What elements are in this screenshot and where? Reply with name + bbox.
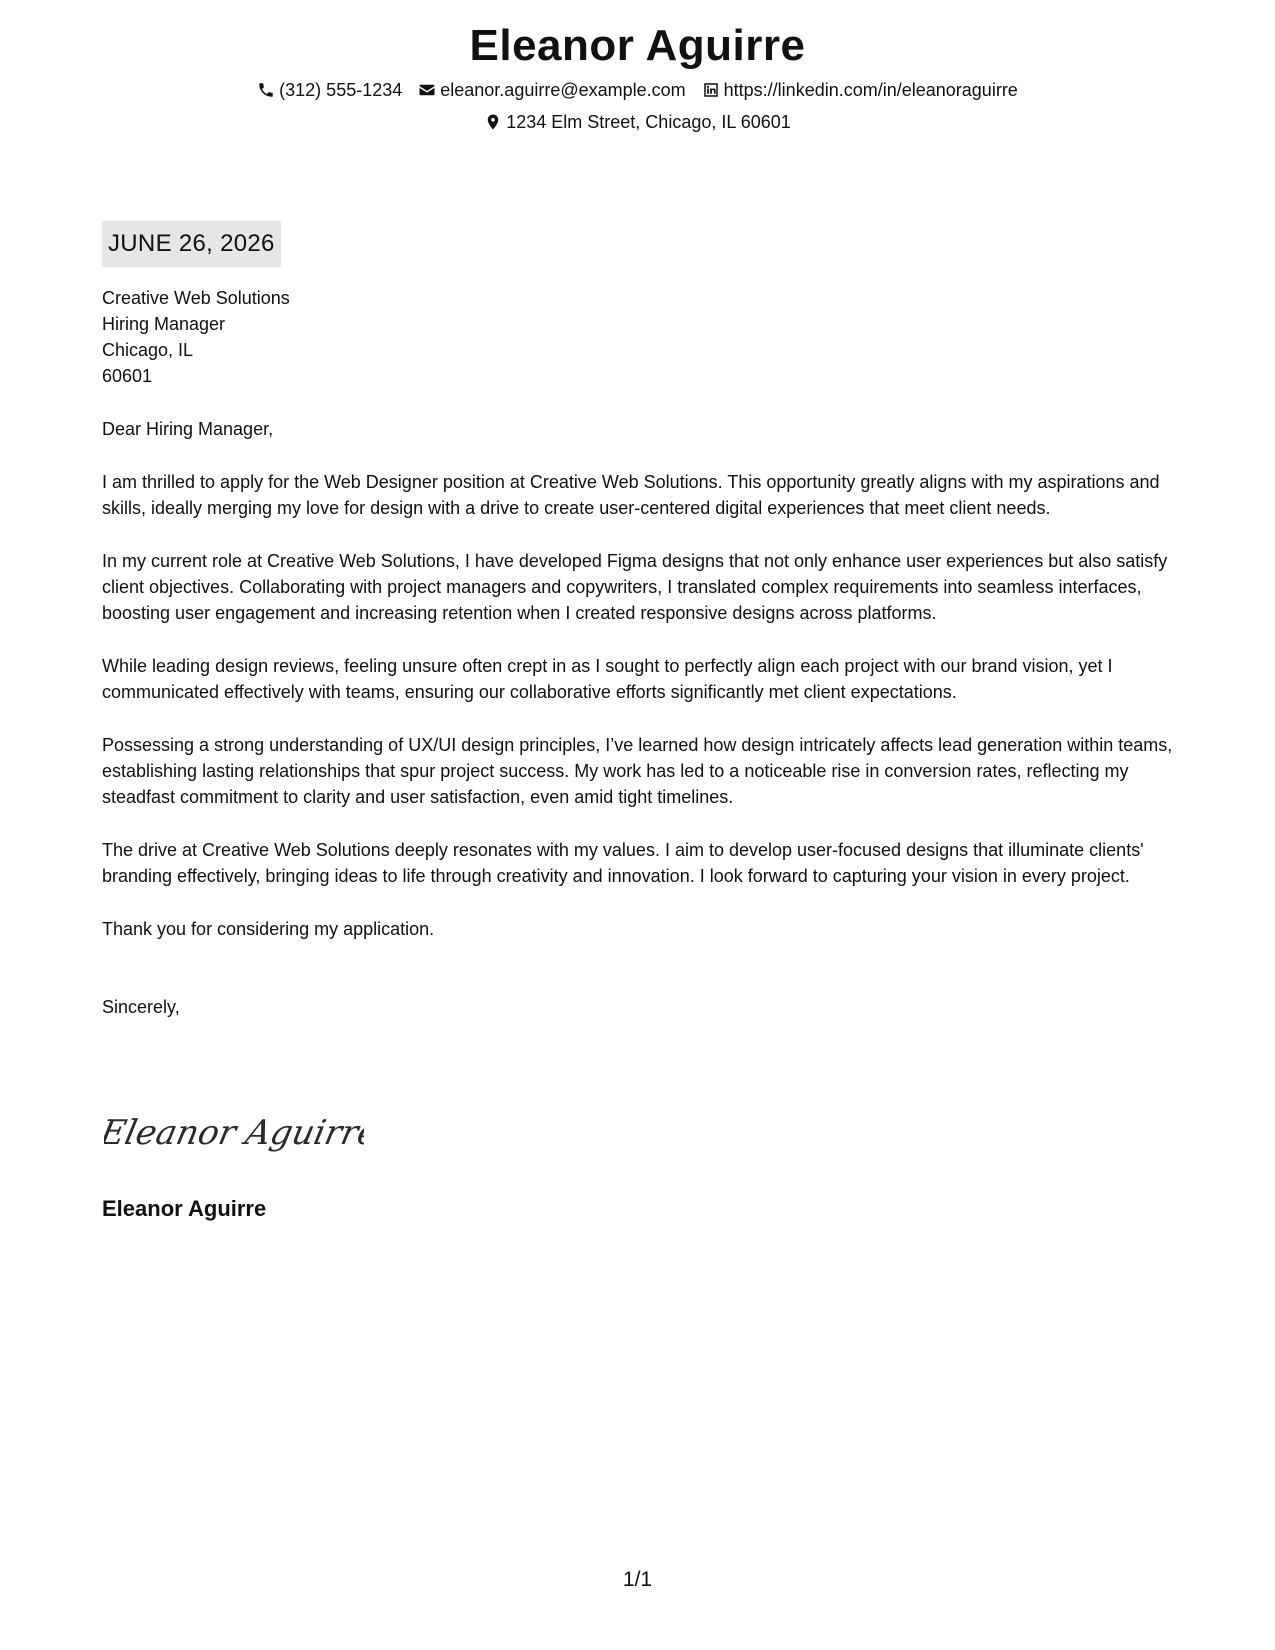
contact-address <box>484 108 791 136</box>
paragraph-thanks: Thank you for considering my application. <box>102 919 435 939</box>
address-text: 1234 Elm Street, Chicago, IL 60601 <box>506 112 791 132</box>
map-pin-icon <box>484 113 502 131</box>
letter-header <box>0 18 1275 136</box>
contact-line-address <box>0 108 1275 136</box>
paragraph: Possessing a strong understanding of UX/UI design principles, I’ve learned how design intricately affects lead generation within teams, establishing lasting relationships that spur project success. My work has led to a noticeable rise in conversion rates, reflecting my steadfast commitment to clarity and user satisfaction, even amid tight timelines. <box>102 735 1173 807</box>
paragraph: I am thrilled to apply for the Web Designer position at Creative Web Solutions. This opportunity greatly aligns with my aspirations and skills, ideally merging my love for design with a drive to create user-centered digital experiences that meet client needs. <box>102 472 1160 518</box>
recipient-title: Hiring Manager <box>102 314 226 334</box>
recipient-city: Chicago, IL <box>102 340 194 360</box>
closing: Sincerely, <box>102 997 180 1017</box>
signer-name: Eleanor Aguirre <box>102 1196 267 1221</box>
signature-text: Eleanor Aguirre <box>104 1113 364 1153</box>
contact-phone <box>257 76 402 104</box>
letter-date: JUNE 26, 2026 <box>102 221 281 267</box>
applicant-name: Eleanor Aguirre <box>469 21 806 70</box>
linkedin-link[interactable]: https://linkedin.com/in/eleanoraguirre <box>723 80 1018 100</box>
email-link[interactable]: eleanor.aguirre@example.com <box>440 80 686 100</box>
linkedin-icon <box>702 81 720 99</box>
paragraph: In my current role at Creative Web Solutions, I have developed Figma designs that not only enhance user experiences but also satisfy client objectives. Collaborating with project managers and copywriters, I translated complex requirements into seamless interfaces, boosting user engagement and increasing retention when I created responsive designs across platforms. <box>102 551 1168 623</box>
handwritten-signature <box>104 1108 364 1158</box>
recipient-block <box>102 285 1177 389</box>
contact-line-primary <box>0 76 1275 104</box>
envelope-icon <box>418 81 436 99</box>
contact-email <box>418 76 685 104</box>
recipient-zip: 60601 <box>102 366 153 386</box>
letter-body <box>102 285 1177 1020</box>
salutation: Dear Hiring Manager, <box>102 419 274 439</box>
contact-linkedin <box>702 76 1018 104</box>
phone-text: (312) 555-1234 <box>279 80 403 100</box>
phone-icon <box>257 81 275 99</box>
page-number: 1/1 <box>622 1568 653 1591</box>
paragraph: The drive at Creative Web Solutions deeply resonates with my values. I aim to develop user-focused designs that illuminate clients' branding effectively, bringing ideas to life through creativity and innovation. I look forward to capturing your vision in every project. <box>102 840 1144 886</box>
paragraph: While leading design reviews, feeling unsure often crept in as I sought to perfectly align each project with our brand vision, yet I communicated effectively with teams, ensuring our collaborative efforts significantly met client expectations. <box>102 656 1113 702</box>
recipient-company: Creative Web Solutions <box>102 288 290 308</box>
